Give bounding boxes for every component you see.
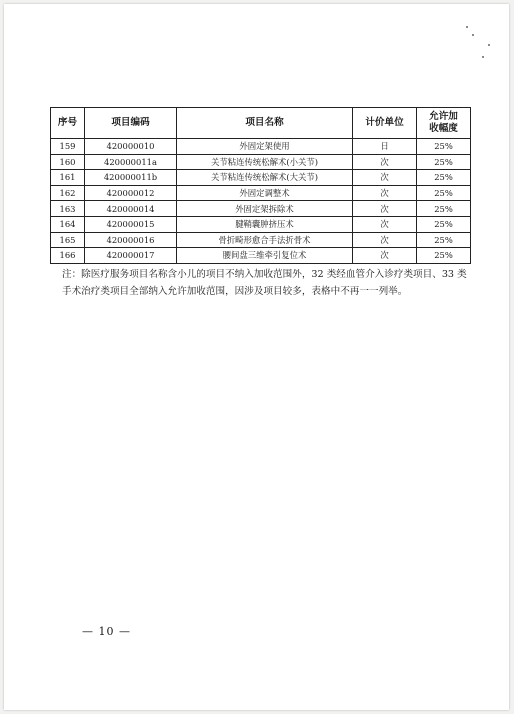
page-number: — 10 — (82, 625, 131, 638)
cell-code: 420000016 (85, 232, 177, 248)
cell-unit: 次 (353, 185, 417, 201)
cell-rate: 25% (417, 185, 471, 201)
cell-name: 骨折畸形愈合手法折骨术 (177, 232, 353, 248)
scan-specks (458, 24, 498, 64)
cell-unit: 次 (353, 154, 417, 170)
header-code: 项目编码 (85, 108, 177, 139)
cell-seq: 165 (51, 232, 85, 248)
speck (488, 44, 490, 46)
cell-name: 外固定架使用 (177, 139, 353, 155)
speck (472, 34, 474, 36)
cell-seq: 160 (51, 154, 85, 170)
speck (482, 56, 484, 58)
cell-seq: 159 (51, 139, 85, 155)
cell-seq: 166 (51, 248, 85, 264)
table-footnote: 注：除医疗服务项目名称含小儿的项目不纳入加收范围外，32 类经血管介入诊疗类项目、33 类手术治疗类项目全部纳入允许加收范围，因涉及项目较多，表格中不再一一列举。 (62, 269, 467, 297)
cell-rate: 25% (417, 216, 471, 232)
cell-rate: 25% (417, 201, 471, 217)
header-name: 项目名称 (177, 108, 353, 139)
cell-unit: 日 (353, 139, 417, 155)
table-row (51, 185, 471, 201)
cell-unit: 次 (353, 248, 417, 264)
table-header-row (51, 108, 471, 139)
cell-code: 420000011b (85, 170, 177, 186)
header-seq: 序号 (51, 108, 85, 139)
cell-name: 关节粘连传统松解术(小关节) (177, 154, 353, 170)
cell-seq: 161 (51, 170, 85, 186)
header-rate-line1: 允许加 (429, 111, 458, 122)
table-row (51, 216, 471, 232)
cell-rate: 25% (417, 139, 471, 155)
cell-rate: 25% (417, 232, 471, 248)
cell-seq: 162 (51, 185, 85, 201)
table-row (51, 248, 471, 264)
table-row (51, 154, 471, 170)
cell-code: 420000014 (85, 201, 177, 217)
cell-rate: 25% (417, 248, 471, 264)
cell-code: 420000015 (85, 216, 177, 232)
cell-unit: 次 (353, 201, 417, 217)
cell-name: 外固定架拆除术 (177, 201, 353, 217)
cell-code: 420000010 (85, 139, 177, 155)
header-unit: 计价单位 (353, 108, 417, 139)
cell-name: 外固定调整术 (177, 185, 353, 201)
cell-name: 腱鞘囊肿挤压术 (177, 216, 353, 232)
cell-unit: 次 (353, 216, 417, 232)
cell-code: 420000011a (85, 154, 177, 170)
header-rate-line2: 收幅度 (429, 123, 458, 134)
cell-unit: 次 (353, 170, 417, 186)
cell-name: 腰间盘三维牵引复位术 (177, 248, 353, 264)
cell-seq: 164 (51, 216, 85, 232)
table-row (51, 232, 471, 248)
table-row (51, 170, 471, 186)
table-row (51, 201, 471, 217)
fee-table (50, 107, 471, 264)
cell-code: 420000012 (85, 185, 177, 201)
cell-rate: 25% (417, 170, 471, 186)
cell-rate: 25% (417, 154, 471, 170)
cell-name: 关节粘连传统松解术(大关节) (177, 170, 353, 186)
header-rate (417, 108, 471, 139)
cell-seq: 163 (51, 201, 85, 217)
cell-code: 420000017 (85, 248, 177, 264)
speck (466, 26, 468, 28)
table-row (51, 139, 471, 155)
cell-unit: 次 (353, 232, 417, 248)
